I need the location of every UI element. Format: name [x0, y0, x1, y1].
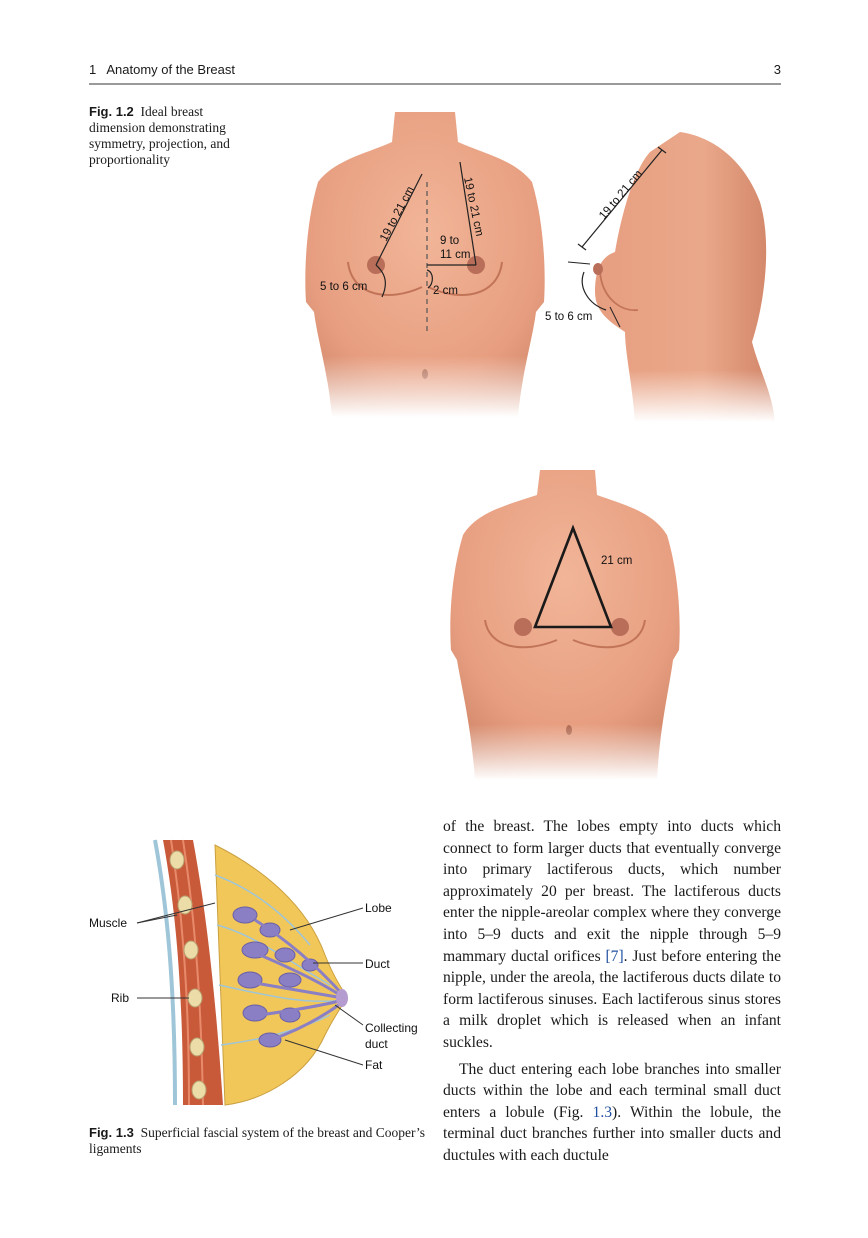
nipple — [336, 989, 348, 1007]
label-rib: Rib — [111, 991, 130, 1005]
paragraph-1: of the breast. The lobes empty into ducts which connect to form larger ducts that eventually converge into primary lactiferous ducts, which number approximately 20 per breast. The lactiferous ducts enter the nipple-areolar complex where they converge into 5–9 ducts and exit the nipple through 5–9 mammary ductal orifices [7]. Just before entering the nipple, under the areola, the lactiferous ducts dilate to form lactiferous sinuses. Each lactiferous sinus stores a milk droplet which is released when an infant suckles. — [443, 818, 781, 1051]
fig-1-3-caption — [89, 1125, 425, 1157]
side-view-illustration — [540, 132, 785, 422]
label-lobe: Lobe — [365, 901, 392, 915]
paragraph-2: The duct entering each lobe branches into smaller ducts within the lobe and each terminal small duct enters a lobule (Fig. 1.3). Within the lobule, the terminal duct branches further into smaller ducts and ductules with each ductule — [443, 1060, 781, 1164]
fig-1-2-caption — [89, 104, 239, 168]
label-duct: Duct — [365, 957, 390, 971]
label-fat: Fat — [365, 1058, 383, 1072]
fascial-system-illustration — [85, 835, 430, 1110]
running-header — [89, 60, 781, 82]
citation-link-7[interactable]: [7] — [605, 947, 624, 965]
figure-link-1-3[interactable]: 1.3 — [592, 1103, 613, 1121]
chapter-title: 1 Anatomy of the Breast — [89, 62, 235, 77]
fig-1-3-label: Fig. 1.3 — [89, 1125, 134, 1140]
triangle-view-illustration — [445, 470, 685, 780]
front-view-illustration — [300, 112, 550, 417]
label-muscle: Muscle — [89, 916, 128, 930]
label-collecting-2: duct — [365, 1037, 388, 1051]
header-rule — [89, 83, 781, 85]
fig-1-2-caption-text: Ideal breast dimension demonstrating symmetry, projection, and proportionality — [89, 104, 230, 167]
page-number: 3 — [773, 62, 781, 77]
fig-1-2-label: Fig. 1.2 — [89, 104, 134, 119]
body-text-column — [443, 816, 781, 1167]
fig-1-3-caption-text: Superficial fascial system of the breast and Cooper’s ligaments — [89, 1125, 425, 1156]
label-collecting-1: Collecting — [365, 1021, 418, 1035]
